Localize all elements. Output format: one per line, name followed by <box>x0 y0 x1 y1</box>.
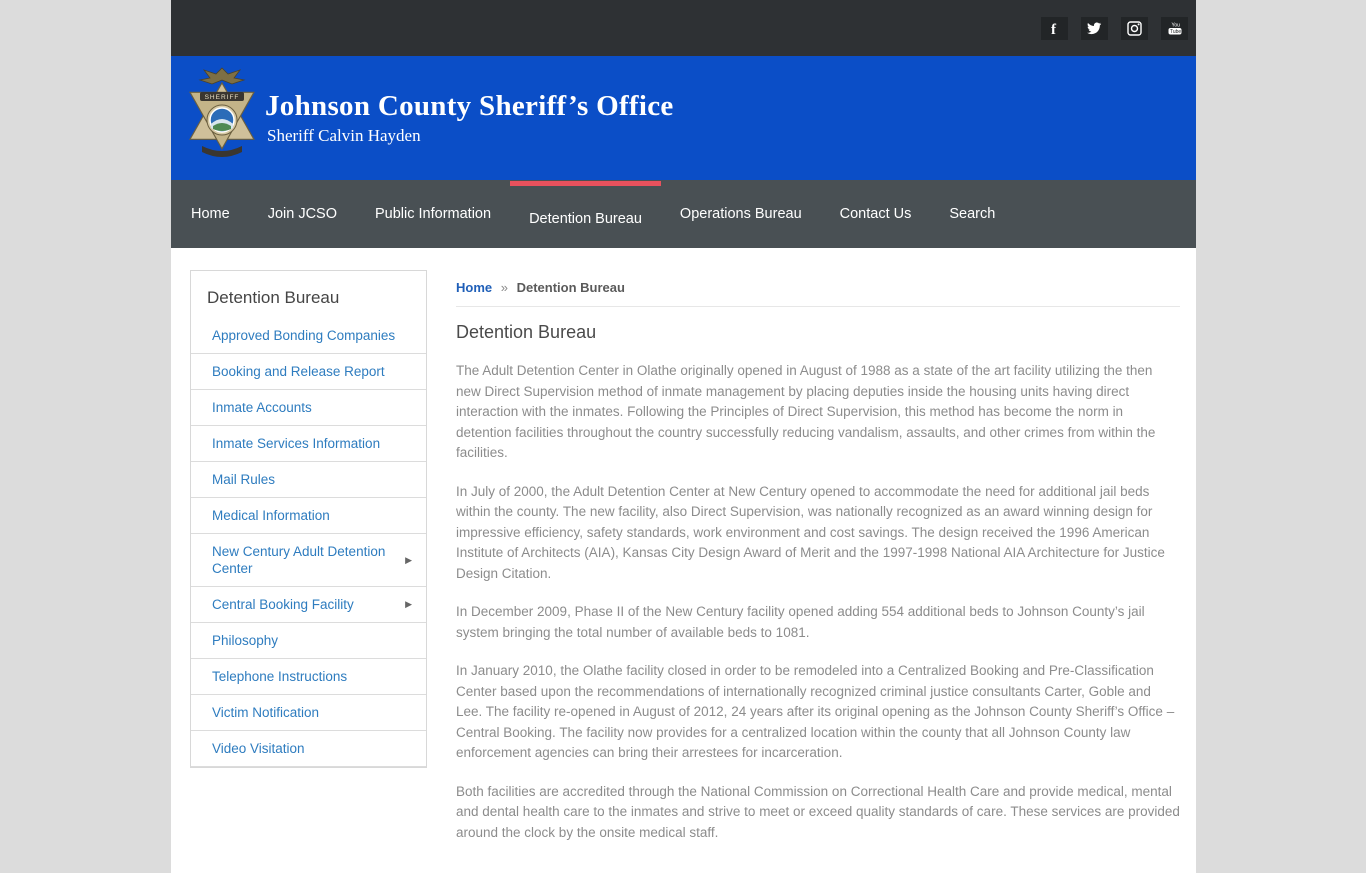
breadcrumb-home-link[interactable]: Home <box>456 280 493 295</box>
submenu-arrow-icon: ▶ <box>405 599 412 609</box>
nav-item-contact-us[interactable]: Contact Us <box>839 206 912 222</box>
breadcrumb-current: Detention Bureau <box>516 280 625 295</box>
sidebar-item-booking-and-release-report[interactable]: Booking and Release Report <box>191 354 426 390</box>
page-title: Detention Bureau <box>456 322 597 342</box>
paragraph-phase-ii: In December 2009, Phase II of the New Century facility opened adding 554 additional beds to Johnson County’s jail system bringing the total number of available beds to 1081. <box>456 604 1145 640</box>
sidebar-item-medical-information[interactable]: Medical Information <box>191 498 426 534</box>
breadcrumb-divider <box>456 306 1180 307</box>
main-column <box>456 248 1180 873</box>
sidebar-list <box>191 318 426 767</box>
nav-item-detention-bureau[interactable]: Detention Bureau <box>510 180 661 248</box>
sidebar-menu <box>190 270 427 768</box>
paragraph-central-booking: In January 2010, the Olathe facility closed in order to be remodeled into a Centralized Booking and Pre-Classification Center based upon the recommendations of internationally recognized criminal justice consultants Carter, Goble and Lee. The facility re-opened in August of 2012, 24 years after its original opening as the Johnson County Sheriff’s Office – Central Booking. The facility now provides for a centralized location within the county that all Johnson County law enforcement agencies can bring their arrestees for incarceration. <box>456 663 1175 760</box>
main-navigation <box>171 180 1196 248</box>
sidebar-item-inmate-services-information[interactable]: Inmate Services Information <box>191 426 426 462</box>
nav-item-home[interactable]: Home <box>191 206 230 222</box>
sidebar-item-philosophy[interactable]: Philosophy <box>191 623 426 659</box>
paragraph-accreditation: Both facilities are accredited through the National Commission on Correctional Health Care and provide medical, mental and dental health care to the inmates and strive to meet or exceed quality standards of care. These services are provided around the clock by the onsite medical staff. <box>456 783 1180 840</box>
paragraph-olathe-history: The Adult Detention Center in Olathe originally opened in August of 1988 as a state of the art facility utilizing the then new Direct Supervision method of inmate management by placing deputies inside the housing units having direct interaction with the inmates. Following the Principles of Direct Supervision, this method has become the norm in detention facilities throughout the country successfully reducing vandalism, assaults, and other crimes from within the facilities. <box>456 363 1156 460</box>
sheriff-badge-logo <box>190 66 254 167</box>
submenu-arrow-icon: ▶ <box>405 554 412 565</box>
sidebar-item-approved-bonding-companies[interactable]: Approved Bonding Companies <box>191 318 426 354</box>
twitter-icon <box>1087 22 1102 35</box>
content-area <box>171 248 1196 873</box>
sidebar-item-mail-rules[interactable]: Mail Rules <box>191 462 426 498</box>
site-container <box>171 0 1196 873</box>
twitter-button[interactable] <box>1081 17 1108 40</box>
svg-text:Tube: Tube <box>1169 28 1181 35</box>
breadcrumb-separator: » <box>500 280 508 295</box>
sidebar-item-video-visitation[interactable]: Video Visitation <box>191 731 426 767</box>
svg-text:You: You <box>1171 22 1180 28</box>
sidebar-item-inmate-accounts[interactable]: Inmate Accounts <box>191 390 426 426</box>
sidebar-item-central-booking-facility[interactable]: Central Booking Facility ▶ <box>191 587 426 623</box>
breadcrumb <box>456 248 1180 295</box>
nav-item-search[interactable]: Search <box>949 206 996 222</box>
site-header <box>171 56 1196 180</box>
youtube-button[interactable] <box>1161 17 1188 40</box>
instagram-button[interactable] <box>1121 17 1148 40</box>
youtube-icon <box>1167 21 1183 36</box>
svg-text:SHERIFF: SHERIFF <box>204 94 240 101</box>
paragraph-new-century: In July of 2000, the Adult Detention Center at New Century opened to accommodate the need for additional jail beds within the county. The new facility, also Direct Supervision, was nationally recognized as an award winning design for impressive efficiency, safety standards, work environment and cost savings. The design received the 1996 American Institute of Architects (AIA), Kansas City Design Award of Merit and the 1997-1998 National AIA Architecture for Justice Design Citation. <box>456 483 1165 581</box>
sidebar-item-new-century-adult-detention-center[interactable]: New Century Adult Detention Center ▶ <box>191 534 426 587</box>
nav-item-join-jcso[interactable]: Join JCSO <box>267 206 337 222</box>
instagram-icon <box>1127 21 1142 36</box>
sidebar-item-telephone-instructions[interactable]: Telephone Instructions <box>191 659 426 695</box>
facebook-button[interactable] <box>1041 17 1068 40</box>
nav-item-public-information[interactable]: Public Information <box>375 206 492 222</box>
facebook-icon <box>1048 21 1061 36</box>
site-title: Johnson County Sheriff’s Office <box>265 90 674 122</box>
nav-item-operations-bureau[interactable]: Operations Bureau <box>679 206 802 222</box>
svg-text:f: f <box>1051 21 1056 38</box>
header-text-block <box>265 90 674 146</box>
site-subtitle: Sheriff Calvin Hayden <box>267 126 421 145</box>
social-topbar <box>171 0 1196 56</box>
sidebar-item-victim-notification[interactable]: Victim Notification <box>191 695 426 731</box>
sidebar-title: Detention Bureau <box>207 288 340 307</box>
